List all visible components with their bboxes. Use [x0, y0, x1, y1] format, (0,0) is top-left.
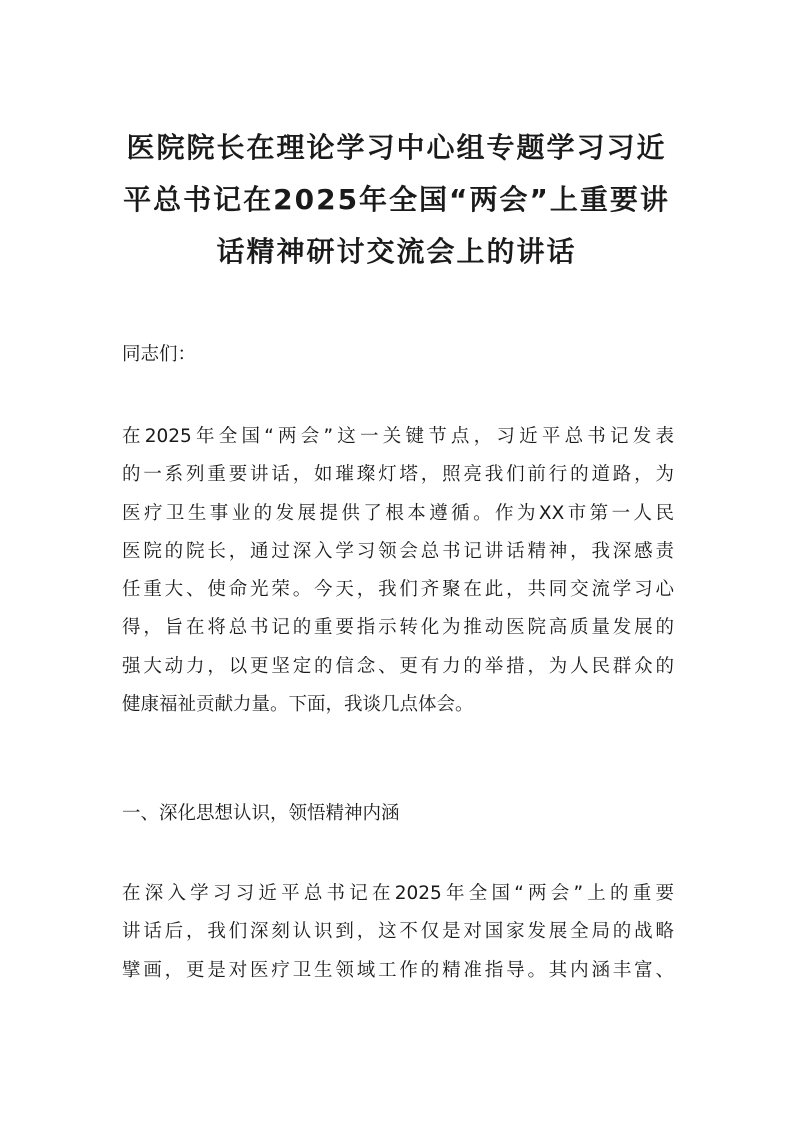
paragraph-line: 得，旨在将总书记的重要指示转化为推动医院高质量发展的 [122, 617, 674, 639]
section-heading: 一、深化思想认识，领悟精神内涵 [122, 803, 400, 824]
paragraph-line: 任重大、使命光荣。今天，我们齐聚在此，共同交流学习心 [122, 579, 674, 601]
paragraph-line: 讲话后，我们深刻认识到，这不仅是对国家发展全局的战略 [122, 921, 674, 943]
salutation: 同志们： [122, 344, 197, 365]
title-line: 话精神研讨交流会上的讲话 [216, 235, 577, 268]
paragraph-line: 医疗卫生事业的发展提供了根本遵循。作为XX市第一人民 [122, 502, 674, 524]
title-line: 医院院长在理论学习中心组专题学习习近 [126, 131, 667, 164]
section-paragraph [122, 875, 674, 990]
intro-paragraph [122, 418, 674, 724]
document-title [120, 122, 673, 278]
paragraph-line: 健康福祉贡献力量。下面，我谈几点体会。 [122, 694, 474, 716]
paragraph-line: 强大动力，以更坚定的信念、更有力的举措，为人民群众的 [122, 655, 674, 677]
paragraph-line: 的一系列重要讲话，如璀璨灯塔，照亮我们前行的道路，为 [122, 464, 674, 486]
title-line: 平总书记在2025年全国“两会”上重要讲 [123, 183, 670, 216]
paragraph-line: 擘画，更是对医疗卫生领域工作的精准指导。其内涵丰富、 [122, 959, 674, 981]
paragraph-line: 医院的院长，通过深入学习领会总书记讲话精神，我深感责 [122, 540, 674, 562]
paragraph-line: 在深入学习习近平总书记在2025年全国“两会”上的重要 [122, 883, 674, 904]
paragraph-line: 在2025年全国“两会”这一关键节点，习近平总书记发表 [122, 426, 674, 447]
